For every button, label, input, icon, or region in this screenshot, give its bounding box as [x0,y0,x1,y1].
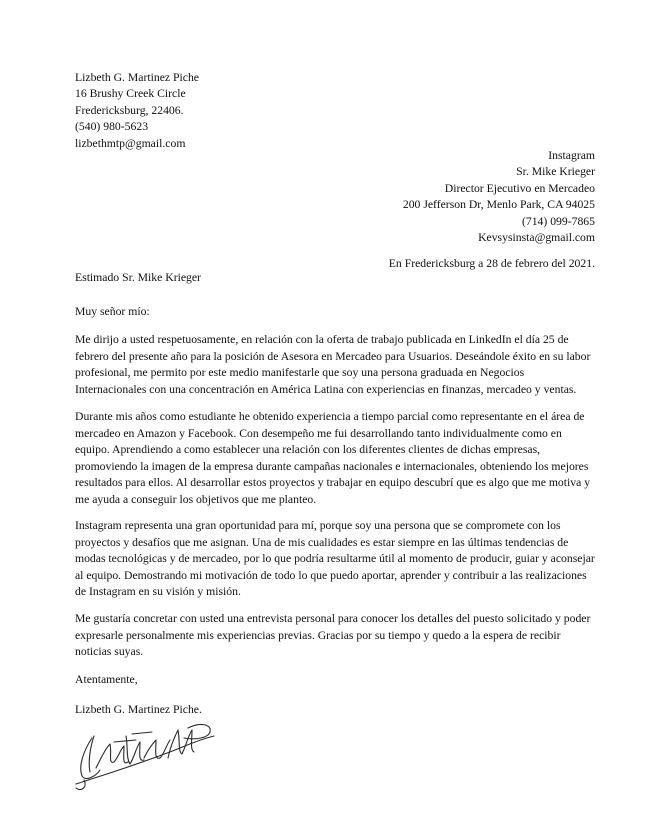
sender-email: lizbethmtp@gmail.com [75,136,186,150]
sender-phone: (540) 980-5623 [75,120,149,134]
paragraph-line: de Instagram en su visión y misión. [75,585,241,599]
paragraph-line: expresarle personalmente mis experiencias previas. Gracias por su tiempo y quedo a la espera de recibir [75,628,561,642]
paragraph-line: profesional, me permito por este medio manifestarle que soy una persona graduada en Negocios [75,366,525,380]
paragraph-line: Instagram representa una gran oportunidad para mí, porque soy una persona que se compromete con los [75,519,561,532]
recipient-name: Sr. Mike Krieger [516,165,595,179]
greeting: Muy señor mío: [75,305,150,318]
sender-city: Fredericksburg, 22406. [75,103,184,117]
paragraph-line: modas tecnológicas y de mercadeo, por lo que podría resultarme útil al momento de producir, guiar y aconsejar [75,552,595,566]
body-paragraph [75,409,600,509]
recipient-title: Director Ejecutivo en Mercadeo [444,181,595,195]
closing: Atentamente, [75,673,138,686]
recipient-address: 200 Jefferson Dr, Menlo Park, CA 94025 [402,198,595,212]
handwritten-signature-icon [70,718,215,796]
sender-name: Lizbeth G. Martinez Piche [75,71,199,84]
paragraph-line: resultados para ellos. Al desarrollar estos proyectos y trabajar en equipo descubrí que es algo que me motiva y [75,476,591,490]
paragraph-line: promoviendo la imagen de la empresa durante campañas nacionales e internacionales, obteniendo los mejores [75,459,589,473]
paragraph-line: Durante mis años como estudiante he obtenido experiencia a tiempo parcial como representante en el área de [75,410,585,423]
paragraph-line: Me gustaría concretar con usted una entrevista personal para conocer los detalles del puesto solicitado y poder [75,612,591,625]
recipient-email: Kevsysinsta@gmail.com [478,231,595,245]
paragraph-line: febrero del presente año para la posición de Asesora en Mercadeo para Usuarios. Deseándole éxito en su labor [75,349,591,363]
paragraph-line: me ayuda a conseguir los objetivos que me planteo. [75,492,317,506]
paragraph-line: al equipo. Demostrando mi motivación de todo lo que puedo aportar, aprender y contribuir a las realizaciones [75,568,587,582]
signature-name: Lizbeth G. Martinez Piche. [75,703,202,716]
body-paragraph [75,611,600,661]
recipient-phone: (714) 099-7865 [521,214,595,228]
paragraph-line: mercadeo en Amazon y Facebook. Con desempeño me fui desarrollando tanto individualmente como en [75,426,562,440]
sender-block [75,70,199,152]
paragraph-line: proyectos y desafíos que me asignan. Una de mis cualidades es estar siempre en las últimas tendencias de [75,535,569,549]
paragraph-line: equipo. Aprendiendo a como establecer una relación con los diferentes clientes de dichas empresas, [75,443,541,457]
salutation: Estimado Sr. Mike Krieger [75,271,201,284]
body-paragraph [75,518,600,601]
paragraph-line: Internacionales con una concentración en América Latina con experiencias en finanzas, mercadeo y ventas. [75,382,577,396]
paragraph-line: Me dirijo a usted respetuosamente, en relación con la oferta de trabajo publicada en LinkedIn el día 25 de [75,333,569,346]
sender-street: 16 Brushy Creek Circle [75,87,186,101]
recipient-company: Instagram [548,149,595,162]
date-line: En Fredericksburg a 28 de febrero del 2021. [388,257,595,270]
paragraph-line: noticias suyas. [75,645,144,659]
recipient-block [403,148,595,246]
body-paragraph [75,332,600,398]
